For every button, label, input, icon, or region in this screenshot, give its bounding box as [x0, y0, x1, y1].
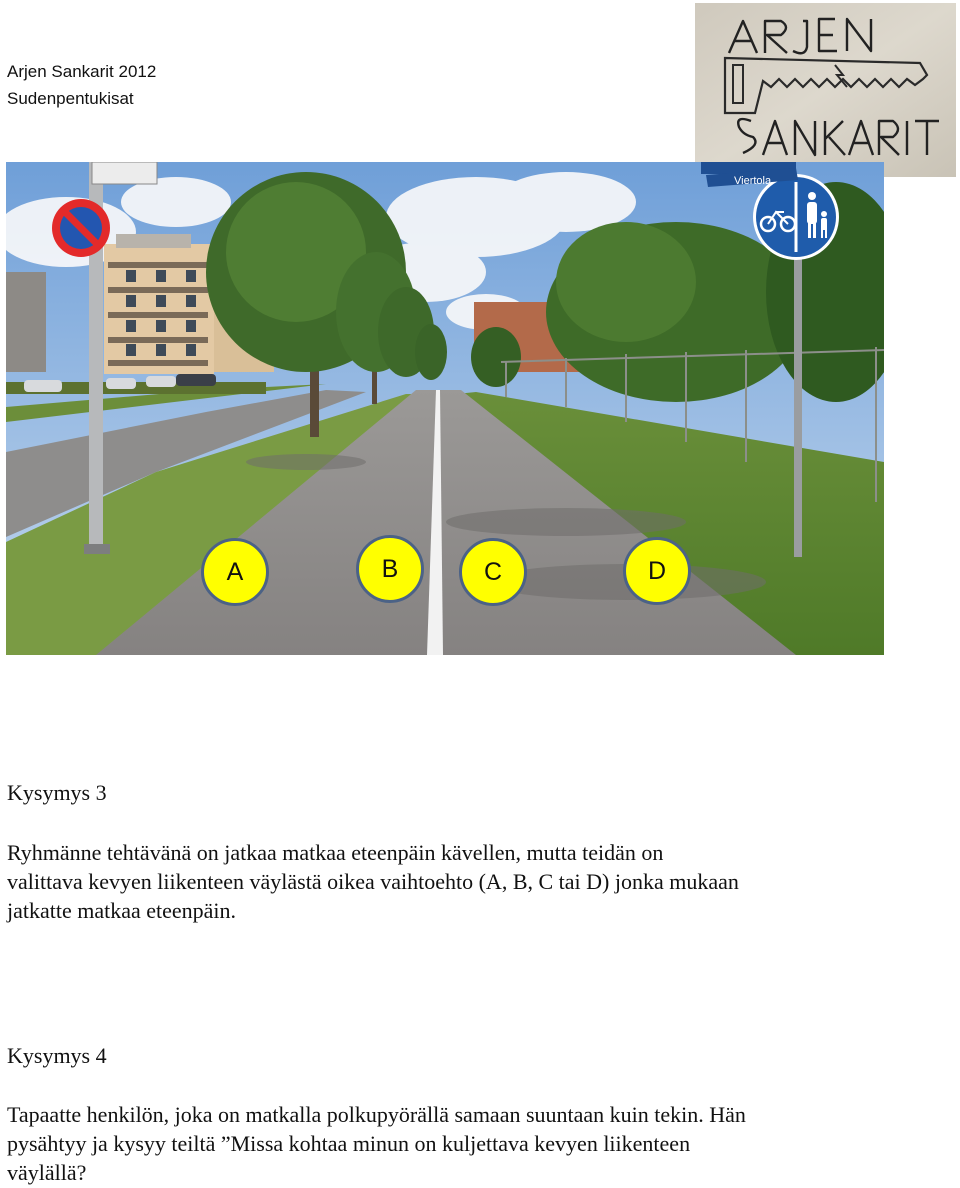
- bike-path-photo: [6, 162, 884, 655]
- header-line-2: Sudenpentukisat: [7, 89, 134, 108]
- question-4-line: Tapaatte henkilön, joka on matkalla polkupyörällä samaan suuntaan kuin tekin. Hän: [7, 1102, 746, 1127]
- question-3-line: valittava kevyen liikenteen väylästä oikea vaihtoehto (A, B, C tai D) jonka mukaan: [7, 869, 739, 894]
- option-c-button[interactable]: C: [459, 538, 527, 606]
- header-line-1: Arjen Sankarit 2012: [7, 62, 157, 81]
- question-4-text: [7, 1100, 937, 1187]
- arjen-sankarit-logo: [695, 3, 956, 177]
- question-4-title: Kysymys 4: [7, 1043, 107, 1068]
- option-d-button[interactable]: D: [623, 537, 691, 605]
- question-3-line: jatkatte matkaa eteenpäin.: [7, 898, 237, 923]
- question-4-line: pysähtyy ja kysyy teiltä ”Missa kohtaa minun on kuljettava kevyen liikenteen: [7, 1131, 691, 1156]
- question-3-title: Kysymys 3: [7, 780, 107, 805]
- option-b-button[interactable]: B: [356, 535, 424, 603]
- question-4-line: väylällä?: [7, 1160, 87, 1185]
- street-sign-text: Viertola: [734, 175, 772, 187]
- question-3-text: [7, 838, 937, 925]
- no-parking-sign-icon: [52, 199, 110, 257]
- document-header: [7, 58, 156, 112]
- question-3-line: Ryhmänne tehtävänä on jatkaa matkaa eteenpäin kävellen, mutta teidän on: [7, 840, 664, 865]
- option-a-button[interactable]: A: [201, 538, 269, 606]
